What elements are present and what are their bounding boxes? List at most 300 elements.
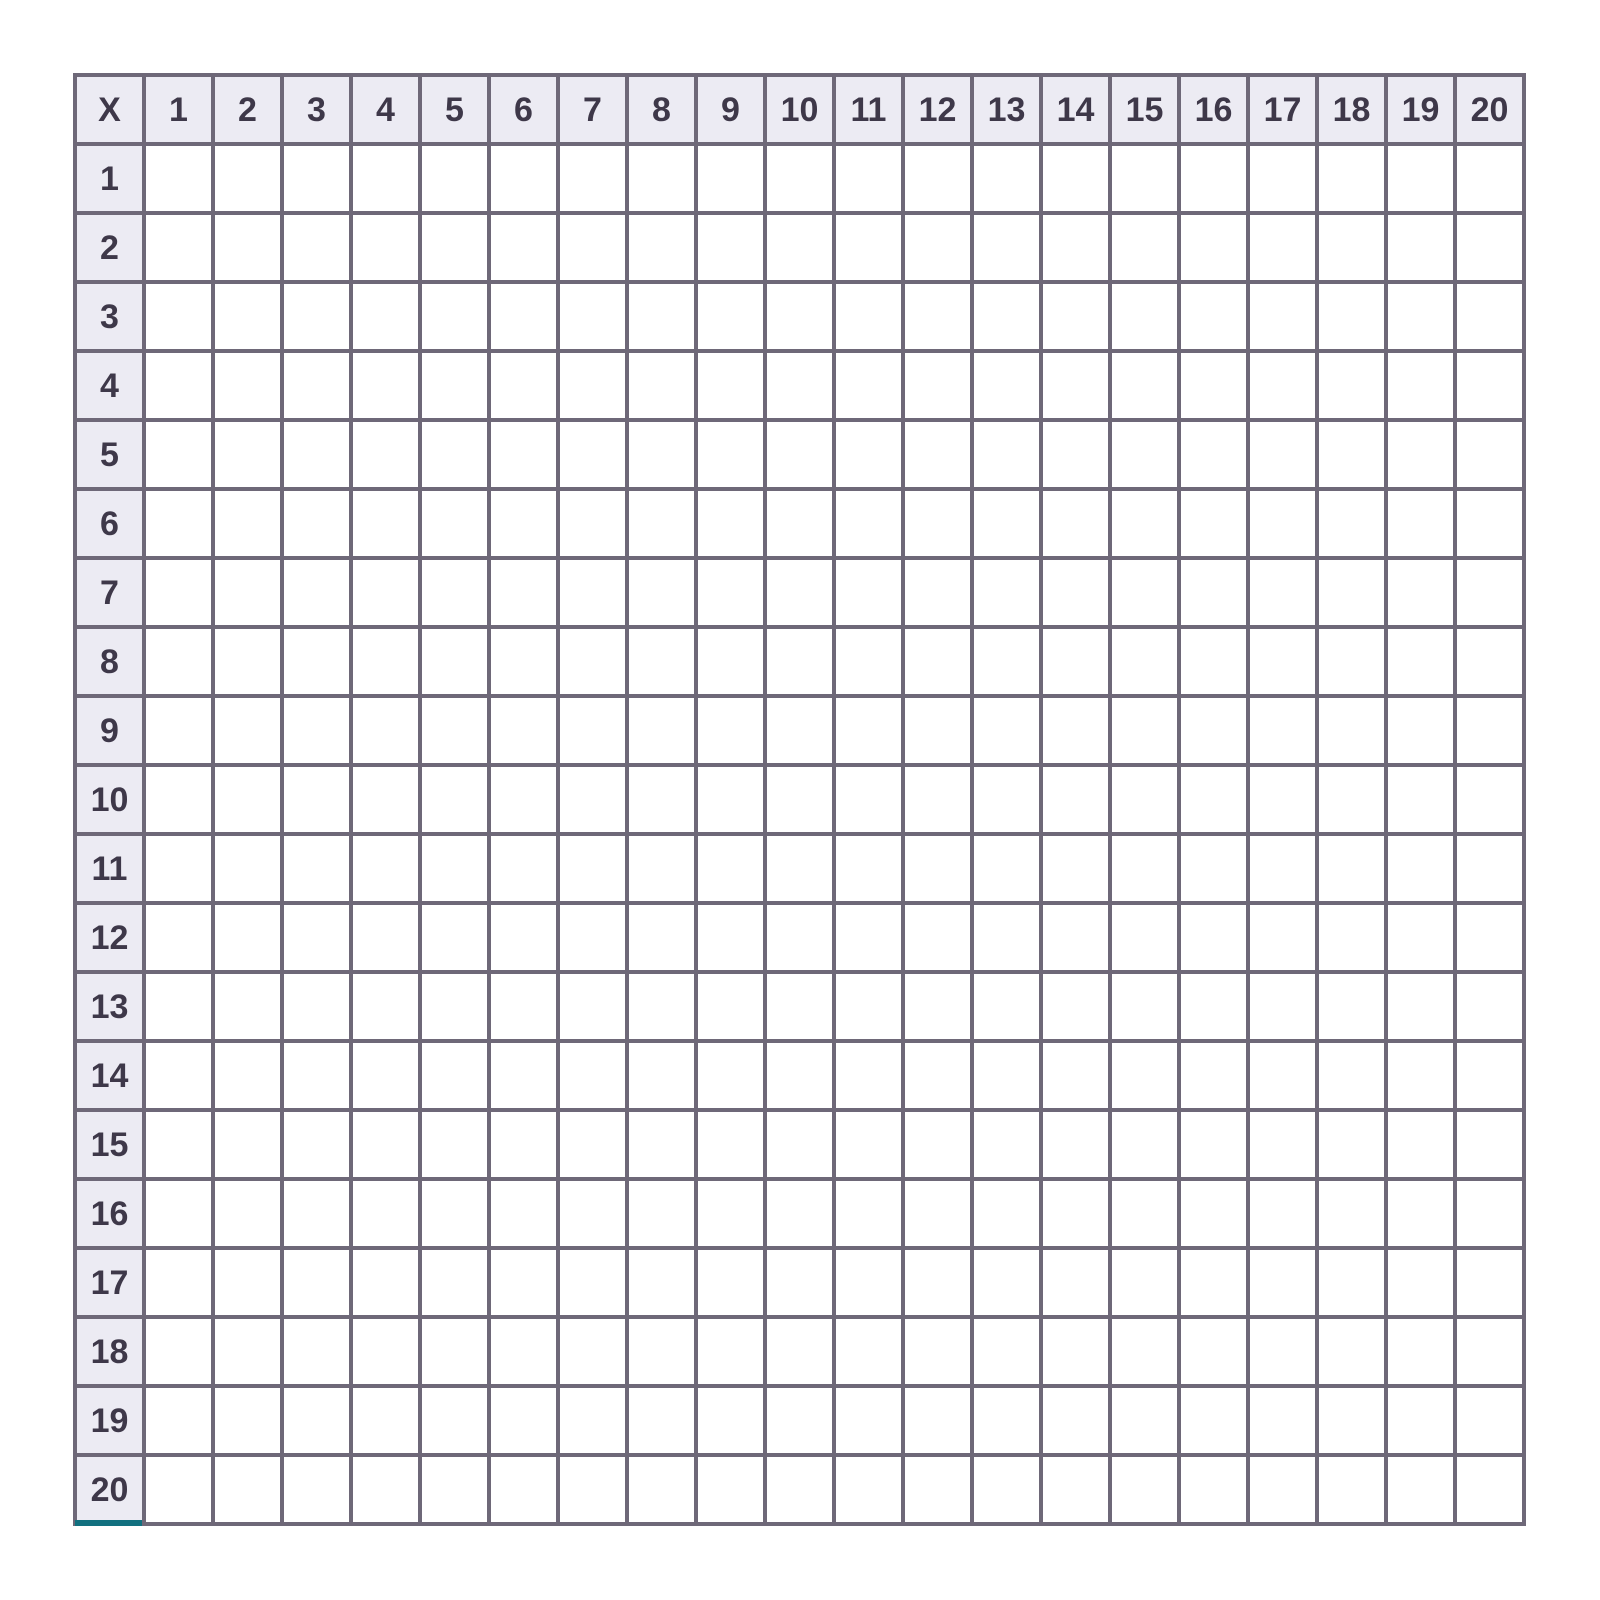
empty-cell-5x13 bbox=[972, 420, 1041, 489]
empty-cell-7x9 bbox=[696, 558, 765, 627]
empty-cell-15x8 bbox=[627, 1110, 696, 1179]
empty-cell-1x10 bbox=[765, 144, 834, 213]
empty-cell-12x15 bbox=[1110, 903, 1179, 972]
empty-cell-14x2 bbox=[213, 1041, 282, 1110]
empty-cell-11x7 bbox=[558, 834, 627, 903]
empty-cell-9x17 bbox=[1248, 696, 1317, 765]
empty-cell-20x11 bbox=[834, 1455, 903, 1524]
empty-cell-17x16 bbox=[1179, 1248, 1248, 1317]
empty-cell-12x18 bbox=[1317, 903, 1386, 972]
empty-cell-3x19 bbox=[1386, 282, 1455, 351]
empty-cell-15x16 bbox=[1179, 1110, 1248, 1179]
empty-cell-8x20 bbox=[1455, 627, 1524, 696]
empty-cell-11x17 bbox=[1248, 834, 1317, 903]
row-header-8: 8 bbox=[75, 627, 144, 696]
empty-cell-3x18 bbox=[1317, 282, 1386, 351]
empty-cell-9x10 bbox=[765, 696, 834, 765]
empty-cell-16x20 bbox=[1455, 1179, 1524, 1248]
empty-cell-14x6 bbox=[489, 1041, 558, 1110]
empty-cell-12x11 bbox=[834, 903, 903, 972]
table-row-15 bbox=[75, 1110, 1524, 1179]
empty-cell-17x4 bbox=[351, 1248, 420, 1317]
row-header-2: 2 bbox=[75, 213, 144, 282]
empty-cell-9x7 bbox=[558, 696, 627, 765]
empty-cell-3x8 bbox=[627, 282, 696, 351]
empty-cell-5x9 bbox=[696, 420, 765, 489]
empty-cell-8x4 bbox=[351, 627, 420, 696]
empty-cell-12x7 bbox=[558, 903, 627, 972]
empty-cell-9x13 bbox=[972, 696, 1041, 765]
empty-cell-8x6 bbox=[489, 627, 558, 696]
empty-cell-7x3 bbox=[282, 558, 351, 627]
empty-cell-11x5 bbox=[420, 834, 489, 903]
empty-cell-2x5 bbox=[420, 213, 489, 282]
row-header-5: 5 bbox=[75, 420, 144, 489]
empty-cell-19x6 bbox=[489, 1386, 558, 1455]
empty-cell-19x16 bbox=[1179, 1386, 1248, 1455]
empty-cell-3x3 bbox=[282, 282, 351, 351]
column-header-17: 17 bbox=[1248, 75, 1317, 144]
row-header-20: 20 bbox=[75, 1455, 144, 1524]
empty-cell-3x20 bbox=[1455, 282, 1524, 351]
empty-cell-16x8 bbox=[627, 1179, 696, 1248]
empty-cell-19x15 bbox=[1110, 1386, 1179, 1455]
empty-cell-18x16 bbox=[1179, 1317, 1248, 1386]
empty-cell-15x9 bbox=[696, 1110, 765, 1179]
empty-cell-6x6 bbox=[489, 489, 558, 558]
empty-cell-2x2 bbox=[213, 213, 282, 282]
empty-cell-6x1 bbox=[144, 489, 213, 558]
empty-cell-9x11 bbox=[834, 696, 903, 765]
empty-cell-4x14 bbox=[1041, 351, 1110, 420]
empty-cell-17x1 bbox=[144, 1248, 213, 1317]
empty-cell-13x8 bbox=[627, 972, 696, 1041]
empty-cell-18x2 bbox=[213, 1317, 282, 1386]
empty-cell-8x7 bbox=[558, 627, 627, 696]
empty-cell-13x18 bbox=[1317, 972, 1386, 1041]
table-body bbox=[75, 144, 1524, 1524]
column-header-1: 1 bbox=[144, 75, 213, 144]
empty-cell-20x20 bbox=[1455, 1455, 1524, 1524]
empty-cell-3x12 bbox=[903, 282, 972, 351]
empty-cell-2x20 bbox=[1455, 213, 1524, 282]
empty-cell-13x10 bbox=[765, 972, 834, 1041]
table-row-8 bbox=[75, 627, 1524, 696]
empty-cell-11x20 bbox=[1455, 834, 1524, 903]
empty-cell-14x18 bbox=[1317, 1041, 1386, 1110]
empty-cell-19x17 bbox=[1248, 1386, 1317, 1455]
table-header-row bbox=[75, 75, 1524, 144]
empty-cell-11x11 bbox=[834, 834, 903, 903]
row-header-1: 1 bbox=[75, 144, 144, 213]
empty-cell-1x20 bbox=[1455, 144, 1524, 213]
empty-cell-5x7 bbox=[558, 420, 627, 489]
empty-cell-13x19 bbox=[1386, 972, 1455, 1041]
empty-cell-1x17 bbox=[1248, 144, 1317, 213]
empty-cell-16x11 bbox=[834, 1179, 903, 1248]
empty-cell-9x1 bbox=[144, 696, 213, 765]
empty-cell-9x4 bbox=[351, 696, 420, 765]
empty-cell-5x20 bbox=[1455, 420, 1524, 489]
empty-cell-6x15 bbox=[1110, 489, 1179, 558]
empty-cell-15x2 bbox=[213, 1110, 282, 1179]
row-header-7: 7 bbox=[75, 558, 144, 627]
empty-cell-7x16 bbox=[1179, 558, 1248, 627]
empty-cell-15x20 bbox=[1455, 1110, 1524, 1179]
empty-cell-7x14 bbox=[1041, 558, 1110, 627]
empty-cell-8x12 bbox=[903, 627, 972, 696]
empty-cell-4x16 bbox=[1179, 351, 1248, 420]
empty-cell-1x13 bbox=[972, 144, 1041, 213]
empty-cell-6x12 bbox=[903, 489, 972, 558]
empty-cell-20x12 bbox=[903, 1455, 972, 1524]
empty-cell-3x7 bbox=[558, 282, 627, 351]
empty-cell-2x14 bbox=[1041, 213, 1110, 282]
empty-cell-2x13 bbox=[972, 213, 1041, 282]
empty-cell-8x11 bbox=[834, 627, 903, 696]
empty-cell-16x10 bbox=[765, 1179, 834, 1248]
empty-cell-4x11 bbox=[834, 351, 903, 420]
empty-cell-9x18 bbox=[1317, 696, 1386, 765]
empty-cell-19x7 bbox=[558, 1386, 627, 1455]
column-header-15: 15 bbox=[1110, 75, 1179, 144]
empty-cell-7x15 bbox=[1110, 558, 1179, 627]
empty-cell-17x13 bbox=[972, 1248, 1041, 1317]
table-row-13 bbox=[75, 972, 1524, 1041]
empty-cell-5x1 bbox=[144, 420, 213, 489]
empty-cell-18x17 bbox=[1248, 1317, 1317, 1386]
empty-cell-14x7 bbox=[558, 1041, 627, 1110]
empty-cell-2x3 bbox=[282, 213, 351, 282]
empty-cell-15x15 bbox=[1110, 1110, 1179, 1179]
empty-cell-5x8 bbox=[627, 420, 696, 489]
column-header-3: 3 bbox=[282, 75, 351, 144]
empty-cell-1x2 bbox=[213, 144, 282, 213]
table-row-3 bbox=[75, 282, 1524, 351]
empty-cell-20x10 bbox=[765, 1455, 834, 1524]
table-row-19 bbox=[75, 1386, 1524, 1455]
empty-cell-3x5 bbox=[420, 282, 489, 351]
empty-cell-14x20 bbox=[1455, 1041, 1524, 1110]
empty-cell-3x10 bbox=[765, 282, 834, 351]
empty-cell-16x19 bbox=[1386, 1179, 1455, 1248]
empty-cell-7x19 bbox=[1386, 558, 1455, 627]
empty-cell-20x4 bbox=[351, 1455, 420, 1524]
empty-cell-5x15 bbox=[1110, 420, 1179, 489]
empty-cell-9x6 bbox=[489, 696, 558, 765]
empty-cell-10x7 bbox=[558, 765, 627, 834]
empty-cell-19x18 bbox=[1317, 1386, 1386, 1455]
empty-cell-17x19 bbox=[1386, 1248, 1455, 1317]
empty-cell-17x12 bbox=[903, 1248, 972, 1317]
empty-cell-16x13 bbox=[972, 1179, 1041, 1248]
empty-cell-12x1 bbox=[144, 903, 213, 972]
empty-cell-16x12 bbox=[903, 1179, 972, 1248]
empty-cell-20x3 bbox=[282, 1455, 351, 1524]
empty-cell-9x8 bbox=[627, 696, 696, 765]
empty-cell-19x12 bbox=[903, 1386, 972, 1455]
empty-cell-8x9 bbox=[696, 627, 765, 696]
empty-cell-14x19 bbox=[1386, 1041, 1455, 1110]
column-header-16: 16 bbox=[1179, 75, 1248, 144]
empty-cell-3x4 bbox=[351, 282, 420, 351]
empty-cell-15x6 bbox=[489, 1110, 558, 1179]
empty-cell-7x17 bbox=[1248, 558, 1317, 627]
empty-cell-14x10 bbox=[765, 1041, 834, 1110]
empty-cell-10x8 bbox=[627, 765, 696, 834]
empty-cell-12x3 bbox=[282, 903, 351, 972]
empty-cell-11x2 bbox=[213, 834, 282, 903]
empty-cell-16x18 bbox=[1317, 1179, 1386, 1248]
empty-cell-12x20 bbox=[1455, 903, 1524, 972]
row-header-10: 10 bbox=[75, 765, 144, 834]
empty-cell-11x9 bbox=[696, 834, 765, 903]
empty-cell-15x3 bbox=[282, 1110, 351, 1179]
empty-cell-20x15 bbox=[1110, 1455, 1179, 1524]
empty-cell-8x8 bbox=[627, 627, 696, 696]
column-header-18: 18 bbox=[1317, 75, 1386, 144]
empty-cell-18x3 bbox=[282, 1317, 351, 1386]
empty-cell-14x13 bbox=[972, 1041, 1041, 1110]
empty-cell-12x17 bbox=[1248, 903, 1317, 972]
empty-cell-6x10 bbox=[765, 489, 834, 558]
empty-cell-6x13 bbox=[972, 489, 1041, 558]
empty-cell-10x3 bbox=[282, 765, 351, 834]
empty-cell-5x10 bbox=[765, 420, 834, 489]
empty-cell-11x8 bbox=[627, 834, 696, 903]
empty-cell-2x7 bbox=[558, 213, 627, 282]
empty-cell-13x12 bbox=[903, 972, 972, 1041]
row-header-18: 18 bbox=[75, 1317, 144, 1386]
empty-cell-16x6 bbox=[489, 1179, 558, 1248]
empty-cell-12x5 bbox=[420, 903, 489, 972]
empty-cell-4x7 bbox=[558, 351, 627, 420]
empty-cell-18x6 bbox=[489, 1317, 558, 1386]
empty-cell-20x14 bbox=[1041, 1455, 1110, 1524]
empty-cell-3x9 bbox=[696, 282, 765, 351]
empty-cell-10x16 bbox=[1179, 765, 1248, 834]
empty-cell-5x12 bbox=[903, 420, 972, 489]
empty-cell-8x18 bbox=[1317, 627, 1386, 696]
empty-cell-13x2 bbox=[213, 972, 282, 1041]
empty-cell-4x9 bbox=[696, 351, 765, 420]
empty-cell-13x9 bbox=[696, 972, 765, 1041]
empty-cell-18x10 bbox=[765, 1317, 834, 1386]
empty-cell-19x4 bbox=[351, 1386, 420, 1455]
empty-cell-10x18 bbox=[1317, 765, 1386, 834]
empty-cell-17x15 bbox=[1110, 1248, 1179, 1317]
empty-cell-11x15 bbox=[1110, 834, 1179, 903]
empty-cell-18x20 bbox=[1455, 1317, 1524, 1386]
empty-cell-14x16 bbox=[1179, 1041, 1248, 1110]
empty-cell-4x5 bbox=[420, 351, 489, 420]
empty-cell-10x1 bbox=[144, 765, 213, 834]
empty-cell-16x1 bbox=[144, 1179, 213, 1248]
empty-cell-10x10 bbox=[765, 765, 834, 834]
empty-cell-9x3 bbox=[282, 696, 351, 765]
empty-cell-16x5 bbox=[420, 1179, 489, 1248]
empty-cell-2x1 bbox=[144, 213, 213, 282]
empty-cell-1x7 bbox=[558, 144, 627, 213]
empty-cell-15x19 bbox=[1386, 1110, 1455, 1179]
table-row-20 bbox=[75, 1455, 1524, 1524]
empty-cell-14x11 bbox=[834, 1041, 903, 1110]
empty-cell-15x5 bbox=[420, 1110, 489, 1179]
table-row-12 bbox=[75, 903, 1524, 972]
column-header-4: 4 bbox=[351, 75, 420, 144]
empty-cell-17x18 bbox=[1317, 1248, 1386, 1317]
empty-cell-17x7 bbox=[558, 1248, 627, 1317]
empty-cell-17x20 bbox=[1455, 1248, 1524, 1317]
empty-cell-13x11 bbox=[834, 972, 903, 1041]
empty-cell-2x19 bbox=[1386, 213, 1455, 282]
empty-cell-10x13 bbox=[972, 765, 1041, 834]
empty-cell-1x9 bbox=[696, 144, 765, 213]
empty-cell-16x14 bbox=[1041, 1179, 1110, 1248]
row-header-14: 14 bbox=[75, 1041, 144, 1110]
column-header-11: 11 bbox=[834, 75, 903, 144]
empty-cell-14x15 bbox=[1110, 1041, 1179, 1110]
corner-cell-x: X bbox=[75, 75, 144, 144]
empty-cell-12x13 bbox=[972, 903, 1041, 972]
empty-cell-18x4 bbox=[351, 1317, 420, 1386]
empty-cell-17x6 bbox=[489, 1248, 558, 1317]
empty-cell-19x19 bbox=[1386, 1386, 1455, 1455]
empty-cell-12x16 bbox=[1179, 903, 1248, 972]
empty-cell-2x6 bbox=[489, 213, 558, 282]
empty-cell-5x6 bbox=[489, 420, 558, 489]
column-header-2: 2 bbox=[213, 75, 282, 144]
empty-cell-18x11 bbox=[834, 1317, 903, 1386]
empty-cell-17x2 bbox=[213, 1248, 282, 1317]
empty-cell-18x19 bbox=[1386, 1317, 1455, 1386]
row-header-17: 17 bbox=[75, 1248, 144, 1317]
empty-cell-15x1 bbox=[144, 1110, 213, 1179]
empty-cell-18x7 bbox=[558, 1317, 627, 1386]
empty-cell-2x18 bbox=[1317, 213, 1386, 282]
empty-cell-4x10 bbox=[765, 351, 834, 420]
empty-cell-20x13 bbox=[972, 1455, 1041, 1524]
empty-cell-3x13 bbox=[972, 282, 1041, 351]
empty-cell-9x12 bbox=[903, 696, 972, 765]
empty-cell-4x18 bbox=[1317, 351, 1386, 420]
empty-cell-8x14 bbox=[1041, 627, 1110, 696]
row-header-11: 11 bbox=[75, 834, 144, 903]
empty-cell-14x4 bbox=[351, 1041, 420, 1110]
empty-cell-15x18 bbox=[1317, 1110, 1386, 1179]
row-header-6: 6 bbox=[75, 489, 144, 558]
column-header-13: 13 bbox=[972, 75, 1041, 144]
empty-cell-9x14 bbox=[1041, 696, 1110, 765]
empty-cell-8x13 bbox=[972, 627, 1041, 696]
empty-cell-10x14 bbox=[1041, 765, 1110, 834]
empty-cell-18x9 bbox=[696, 1317, 765, 1386]
table-row-10 bbox=[75, 765, 1524, 834]
empty-cell-5x18 bbox=[1317, 420, 1386, 489]
empty-cell-16x7 bbox=[558, 1179, 627, 1248]
empty-cell-6x11 bbox=[834, 489, 903, 558]
empty-cell-13x13 bbox=[972, 972, 1041, 1041]
row-header-3: 3 bbox=[75, 282, 144, 351]
empty-cell-11x16 bbox=[1179, 834, 1248, 903]
empty-cell-9x16 bbox=[1179, 696, 1248, 765]
empty-cell-4x19 bbox=[1386, 351, 1455, 420]
empty-cell-7x2 bbox=[213, 558, 282, 627]
empty-cell-19x20 bbox=[1455, 1386, 1524, 1455]
empty-cell-1x12 bbox=[903, 144, 972, 213]
empty-cell-8x10 bbox=[765, 627, 834, 696]
empty-cell-19x3 bbox=[282, 1386, 351, 1455]
empty-cell-20x7 bbox=[558, 1455, 627, 1524]
empty-cell-11x14 bbox=[1041, 834, 1110, 903]
empty-cell-12x9 bbox=[696, 903, 765, 972]
empty-cell-2x11 bbox=[834, 213, 903, 282]
empty-cell-1x11 bbox=[834, 144, 903, 213]
empty-cell-18x18 bbox=[1317, 1317, 1386, 1386]
empty-cell-9x20 bbox=[1455, 696, 1524, 765]
row-header-13: 13 bbox=[75, 972, 144, 1041]
empty-cell-12x19 bbox=[1386, 903, 1455, 972]
empty-cell-18x14 bbox=[1041, 1317, 1110, 1386]
empty-cell-13x20 bbox=[1455, 972, 1524, 1041]
empty-cell-1x4 bbox=[351, 144, 420, 213]
column-header-12: 12 bbox=[903, 75, 972, 144]
empty-cell-18x12 bbox=[903, 1317, 972, 1386]
row-header-4: 4 bbox=[75, 351, 144, 420]
row-header-19: 19 bbox=[75, 1386, 144, 1455]
empty-cell-18x1 bbox=[144, 1317, 213, 1386]
table-row-7 bbox=[75, 558, 1524, 627]
empty-cell-10x12 bbox=[903, 765, 972, 834]
empty-cell-17x14 bbox=[1041, 1248, 1110, 1317]
empty-cell-2x16 bbox=[1179, 213, 1248, 282]
empty-cell-5x11 bbox=[834, 420, 903, 489]
empty-cell-20x19 bbox=[1386, 1455, 1455, 1524]
empty-cell-17x9 bbox=[696, 1248, 765, 1317]
empty-cell-20x2 bbox=[213, 1455, 282, 1524]
empty-cell-13x15 bbox=[1110, 972, 1179, 1041]
empty-cell-3x11 bbox=[834, 282, 903, 351]
empty-cell-3x17 bbox=[1248, 282, 1317, 351]
empty-cell-14x3 bbox=[282, 1041, 351, 1110]
empty-cell-6x4 bbox=[351, 489, 420, 558]
empty-cell-19x5 bbox=[420, 1386, 489, 1455]
empty-cell-5x17 bbox=[1248, 420, 1317, 489]
empty-cell-9x2 bbox=[213, 696, 282, 765]
empty-cell-15x11 bbox=[834, 1110, 903, 1179]
empty-cell-8x2 bbox=[213, 627, 282, 696]
column-header-7: 7 bbox=[558, 75, 627, 144]
empty-cell-12x10 bbox=[765, 903, 834, 972]
empty-cell-1x5 bbox=[420, 144, 489, 213]
empty-cell-19x11 bbox=[834, 1386, 903, 1455]
empty-cell-10x4 bbox=[351, 765, 420, 834]
empty-cell-14x1 bbox=[144, 1041, 213, 1110]
empty-cell-7x18 bbox=[1317, 558, 1386, 627]
empty-cell-18x13 bbox=[972, 1317, 1041, 1386]
empty-cell-19x9 bbox=[696, 1386, 765, 1455]
empty-cell-4x12 bbox=[903, 351, 972, 420]
empty-cell-19x2 bbox=[213, 1386, 282, 1455]
table-row-11 bbox=[75, 834, 1524, 903]
empty-cell-4x1 bbox=[144, 351, 213, 420]
empty-cell-1x19 bbox=[1386, 144, 1455, 213]
empty-cell-17x8 bbox=[627, 1248, 696, 1317]
empty-cell-6x9 bbox=[696, 489, 765, 558]
empty-cell-13x6 bbox=[489, 972, 558, 1041]
empty-cell-20x6 bbox=[489, 1455, 558, 1524]
empty-cell-7x20 bbox=[1455, 558, 1524, 627]
